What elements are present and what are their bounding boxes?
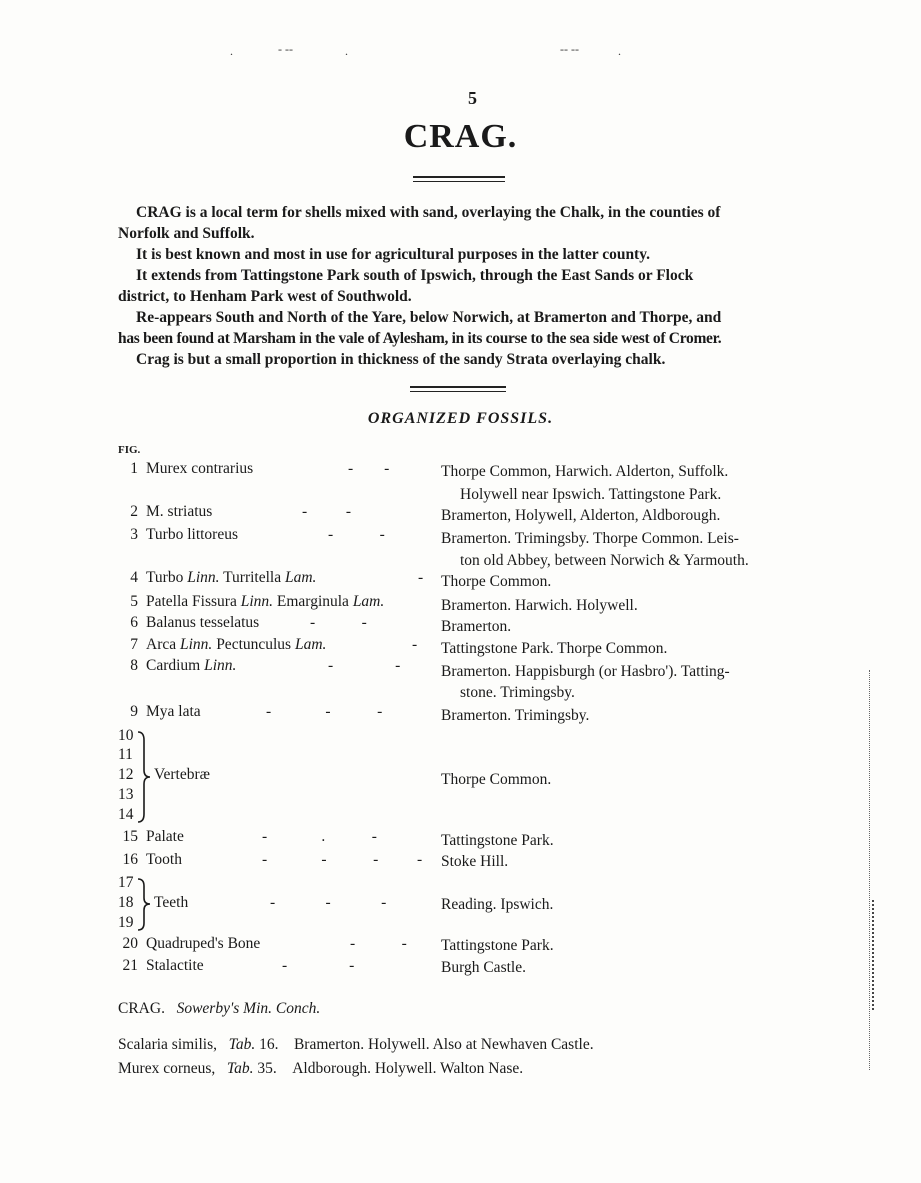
locality: Stoke Hill. <box>441 853 509 870</box>
intro-line: Re-appears South and North of the Yare, below Norwich, at Bramerton and Thorpe, and <box>136 309 722 326</box>
leader: - - <box>310 614 367 631</box>
fig-number: 3 <box>130 526 138 543</box>
fig-number: 20 <box>122 935 138 952</box>
name-part: Pectunculus <box>212 636 295 653</box>
fossil-name: Teeth <box>154 894 189 911</box>
locality: Holywell near Ipswich. Tattingstone Park. <box>460 486 722 503</box>
fossil-name: M. striatus <box>146 503 213 520</box>
fossil-name: Palate <box>146 828 184 845</box>
leader: - - <box>328 526 385 543</box>
scan-mark: -- -- <box>560 42 579 56</box>
group-brace <box>136 730 152 824</box>
tab-number: 16. <box>259 1036 279 1053</box>
reference-source: Sowerby's Min. Conch. <box>176 1000 321 1017</box>
locality: Bramerton. Trimingsby. <box>441 707 590 724</box>
intro-line: CRAG is a local term for shells mixed with sand, overlaying the Chalk, in the counties of <box>136 204 721 221</box>
intro-line: has been found at Marsham in the vale of Aylesham, in its course to the sea side west of Cromer. <box>118 330 722 347</box>
page-title: CRAG. <box>403 118 518 155</box>
scan-mark: . <box>618 44 621 58</box>
species-name: Murex corneus, <box>118 1060 216 1077</box>
reference-line <box>118 1036 594 1054</box>
fossil-name: Tooth <box>146 851 182 868</box>
leader: - - <box>328 657 401 674</box>
authority: Lam. <box>284 569 317 586</box>
fig-number: 7 <box>130 636 138 653</box>
table-row <box>0 935 921 957</box>
locality: Bramerton. Happisburgh (or Hasbro'). Tatting- <box>441 663 730 680</box>
scan-edge-mark <box>869 670 870 1070</box>
fig-number: 15 <box>122 828 138 845</box>
tab-number: 35. <box>257 1060 277 1077</box>
table-row <box>0 703 921 725</box>
scan-mark: - -- <box>278 42 293 56</box>
scan-mark: . <box>230 44 233 58</box>
fig-number: 2 <box>130 503 138 520</box>
intro-text <box>118 202 828 370</box>
reference-localities: Bramerton. Holywell. Also at Newhaven Castle. <box>293 1036 594 1053</box>
locality: Burgh Castle. <box>441 959 526 976</box>
name-part: Emarginula <box>273 593 353 610</box>
leader: - - - - <box>262 851 423 868</box>
fig-number: 6 <box>130 614 138 631</box>
leader: - - <box>302 503 352 520</box>
name-part: Cardium <box>146 657 205 674</box>
title-rule <box>413 176 505 178</box>
authority: Linn. <box>240 593 274 610</box>
leader: - - - <box>266 703 383 720</box>
fig-number: 8 <box>130 657 138 674</box>
leader: - <box>418 569 424 586</box>
authority: Linn. <box>187 569 220 586</box>
intro-line: It is best known and most in use for agricultural purposes in the latter county. <box>136 246 650 263</box>
fossil-name: Quadruped's Bone <box>146 935 261 952</box>
intro-line: Crag is but a small proportion in thickness of the sandy Strata overlaying chalk. <box>136 351 666 368</box>
scan-edge-mark <box>872 900 874 1010</box>
locality: Bramerton. Harwich. Holywell. <box>441 597 638 614</box>
intro-line: district, to Henham Park west of Southwold. <box>118 288 412 305</box>
fig-number: 12 <box>118 766 134 783</box>
fig-number: 9 <box>130 703 138 720</box>
locality: Bramerton. Trimingsby. Thorpe Common. Leis- <box>441 530 739 547</box>
locality: Thorpe Common, Harwich. Alderton, Suffolk. <box>441 463 729 480</box>
fossil-name <box>146 657 236 675</box>
authority: Lam. <box>352 593 385 610</box>
table-row <box>0 657 921 679</box>
locality: Bramerton. <box>441 618 512 635</box>
group-brace <box>136 877 152 933</box>
fossil-name: Balanus tesselatus <box>146 614 260 631</box>
locality: stone. Trimingsby. <box>460 684 575 701</box>
locality: Thorpe Common. <box>441 771 552 788</box>
section-heading: ORGANIZED FOSSILS. <box>367 410 554 427</box>
fossil-name: Stalactite <box>146 957 204 974</box>
authority: Linn. <box>204 657 237 674</box>
title-rule <box>413 181 505 182</box>
fig-number: 17 <box>118 874 134 891</box>
section-rule <box>410 386 506 388</box>
crag-label: CRAG. <box>118 1000 165 1017</box>
species-name: Scalaria similis, <box>118 1036 218 1053</box>
locality: Tattingstone Park. <box>441 937 554 954</box>
tab-label: Tab. <box>226 1060 254 1077</box>
fig-number: 10 <box>118 727 134 744</box>
authority: Lam. <box>294 636 327 653</box>
table-row <box>0 526 921 548</box>
reference-line <box>118 1060 523 1078</box>
table-row <box>0 503 921 525</box>
fig-column-label: FIG. <box>118 444 141 456</box>
page-number: 5 <box>468 88 477 108</box>
fossil-name: Murex contrarius <box>146 460 254 477</box>
leader: - - <box>350 935 407 952</box>
locality: Reading. Ipswich. <box>441 896 554 913</box>
fossil-name: Turbo littoreus <box>146 526 239 543</box>
table-row <box>0 851 921 873</box>
scan-mark: . <box>345 44 348 58</box>
leader: - - <box>282 957 355 974</box>
fossil-name: Mya lata <box>146 703 201 720</box>
fig-number: 13 <box>118 786 134 803</box>
leader: - <box>412 636 418 653</box>
leader: - - <box>348 460 390 477</box>
table-row <box>0 614 921 636</box>
fig-number: 4 <box>130 569 138 586</box>
name-part: Patella Fissura <box>146 593 241 610</box>
locality: Thorpe Common. <box>441 573 552 590</box>
fossil-name: Vertebræ <box>154 766 210 783</box>
leader: - . - <box>262 828 377 845</box>
tab-label: Tab. <box>228 1036 256 1053</box>
fossil-name <box>146 636 326 654</box>
intro-line: It extends from Tattingstone Park south of Ipswich, through the East Sands or Flock <box>136 267 694 284</box>
locality: Tattingstone Park. <box>441 832 554 849</box>
intro-line: Norfolk and Suffolk. <box>118 225 255 242</box>
section-rule <box>410 391 506 392</box>
fig-number: 19 <box>118 914 134 931</box>
fig-number: 11 <box>118 746 133 763</box>
fossil-name <box>146 593 384 611</box>
locality: ton old Abbey, between Norwich & Yarmouth. <box>460 552 749 569</box>
fig-number: 16 <box>122 851 138 868</box>
table-row <box>0 460 921 482</box>
locality: Bramerton, Holywell, Alderton, Aldborough. <box>441 507 721 524</box>
fig-number: 14 <box>118 806 134 823</box>
table-row <box>0 636 921 658</box>
crag-reference-heading <box>118 1000 320 1018</box>
table-row <box>0 593 921 615</box>
table-row <box>0 569 921 591</box>
table-row <box>0 957 921 979</box>
name-part: Turbo <box>146 569 188 586</box>
locality: Tattingstone Park. Thorpe Common. <box>441 640 668 657</box>
fig-number: 21 <box>122 957 138 974</box>
fig-number: 5 <box>130 593 138 610</box>
name-part: Arca <box>146 636 180 653</box>
leader: - - - <box>270 894 387 911</box>
table-row <box>0 828 921 850</box>
name-part: Turritella <box>219 569 285 586</box>
reference-localities: Aldborough. Holywell. Walton Nase. <box>292 1060 524 1077</box>
fossil-name <box>146 569 316 587</box>
authority: Linn. <box>180 636 213 653</box>
fig-number: 1 <box>130 460 138 477</box>
fig-number: 18 <box>118 894 134 911</box>
